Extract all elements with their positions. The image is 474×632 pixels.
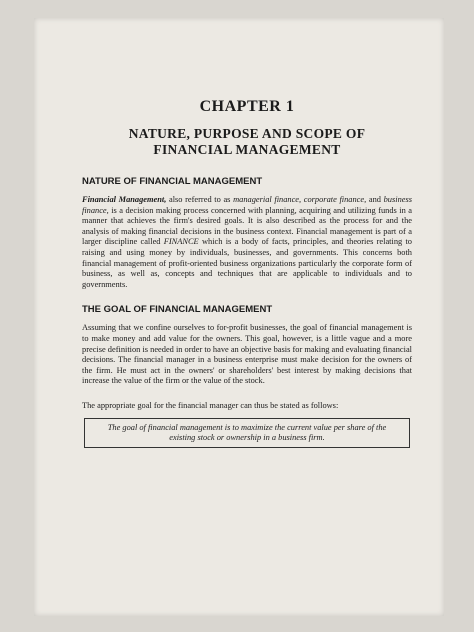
chapter-title-line2: FINANCIAL MANAGEMENT — [153, 142, 341, 157]
term-finance: FINANCE — [163, 237, 199, 247]
term-alt-names: managerial finance, corporate finance, — [233, 195, 367, 204]
paragraph-nature — [82, 195, 412, 290]
text-run: is a decision making process concerned with planning, acquiring and utilizing funds in a manner that achieves the firm's desired goals. It is also described as the process for and the analysis of making financial decisions in the business context. Financial management is part of a larger discipline called — [82, 205, 412, 247]
page-content — [82, 98, 412, 448]
text-run: also referred to as — [166, 195, 234, 204]
paragraph-lead-in: The appropriate goal for the financial manager can thus be stated as follows: — [82, 400, 339, 410]
term-business-finance: business finance, — [82, 195, 412, 215]
chapter-label: CHAPTER 1 — [199, 98, 295, 115]
chapter-title-line1: NATURE, PURPOSE AND SCOPE OF — [128, 126, 366, 141]
text-run: and — [366, 195, 384, 204]
paragraph-goal: Assuming that we confine ourselves to for-profit businesses, the goal of financial management is to make money and add value for the owners. This goal, however, is a little vague and a more precise definition is needed in order to have an objective basis for making and evaluating financial decisions. The financial manager in a business enterprise must make decision for the owners of the firm. He must act in the owners' or shareholders' best interest by making decisions that increase the value of the firm or the value of the stock. — [82, 323, 412, 386]
chapter-title — [82, 126, 412, 158]
section-heading-nature: NATURE OF FINANCIAL MANAGEMENT — [82, 176, 263, 187]
document-page — [34, 18, 444, 616]
boxed-goal-statement: The goal of financial management is to maximize the current value per share of the existing stock or ownership in a business firm. — [84, 418, 410, 449]
text-run: which is a body of facts, principles, and theories relating to raising and using money by individuals, businesses, and governments. This concerns both financial management of profit-oriented business organizations particularly the corporate form of business, as well as, concepts and techniques that are applicable to individuals and to governments. — [82, 237, 412, 289]
section-heading-goal: THE GOAL OF FINANCIAL MANAGEMENT — [82, 304, 273, 316]
term-financial-management: Financial Management, — [82, 195, 167, 204]
